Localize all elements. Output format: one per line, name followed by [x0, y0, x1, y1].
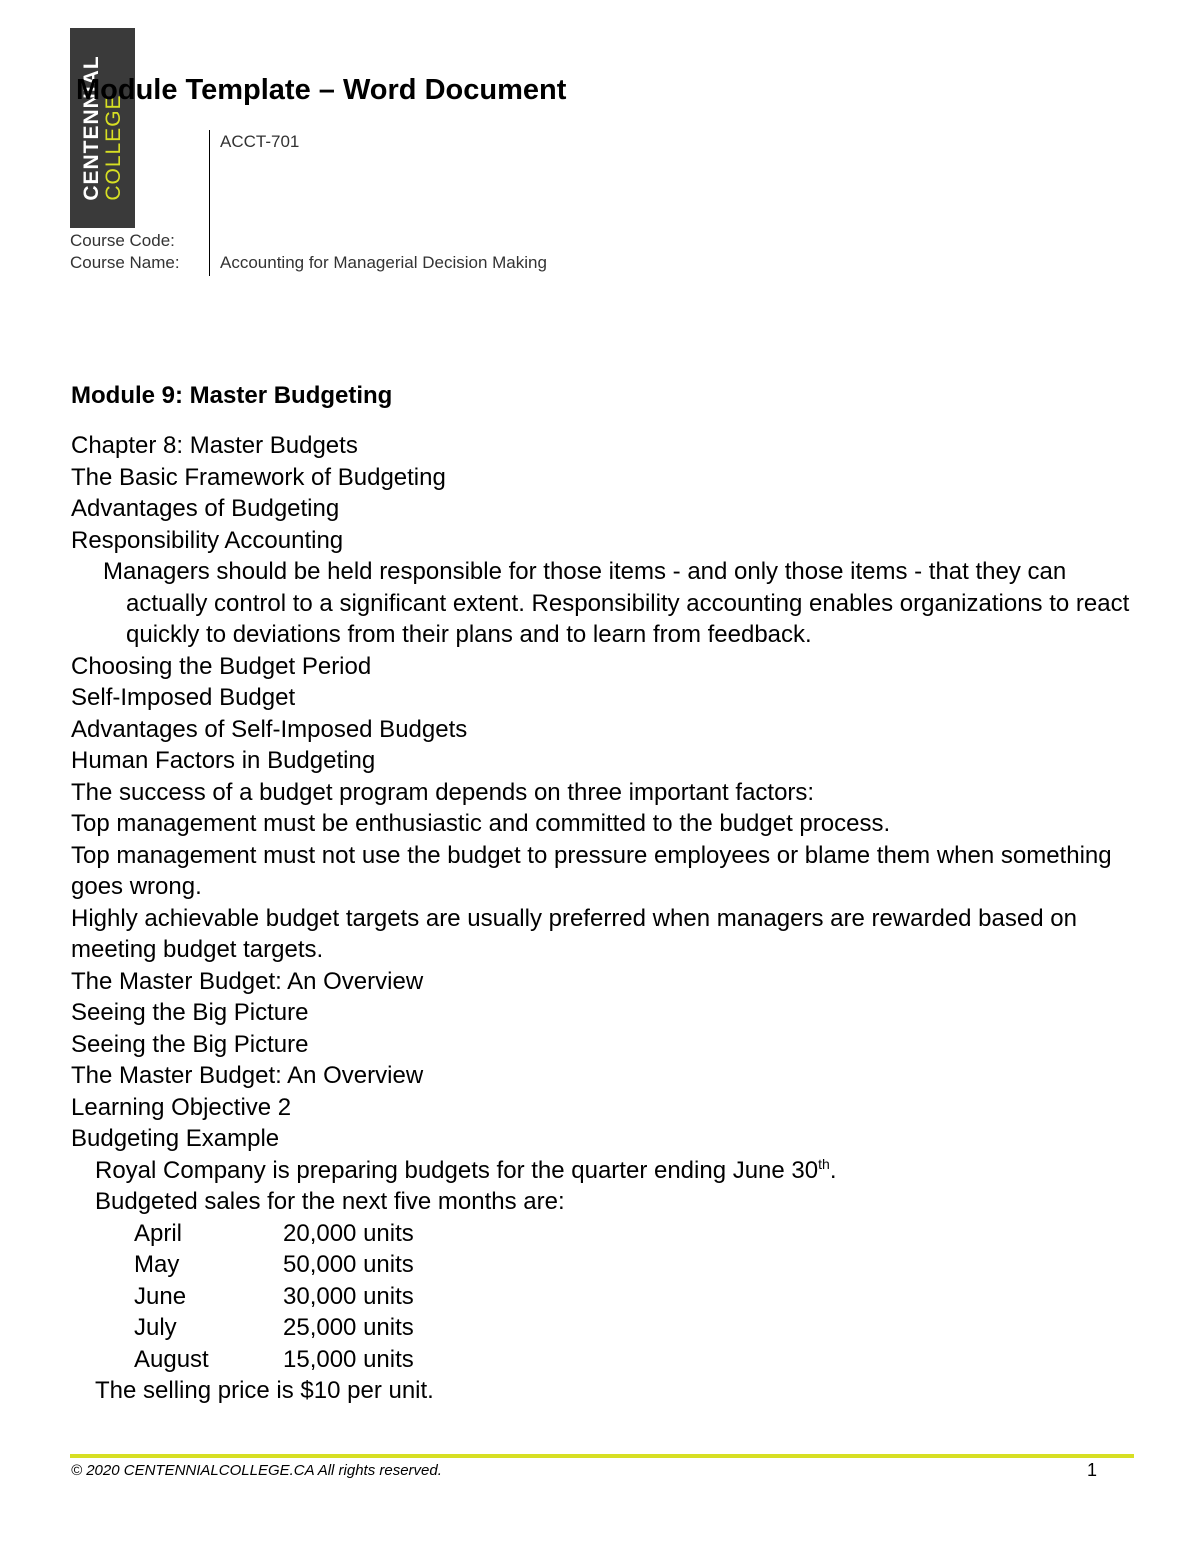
sales-units: 25,000 units — [283, 1314, 414, 1341]
course-code-value: ACCT-701 — [220, 132, 300, 151]
footer-rule — [70, 1454, 1134, 1458]
sales-row — [71, 1344, 1141, 1376]
example-intro-end: . — [829, 1156, 837, 1184]
sales-row — [71, 1249, 1141, 1281]
sales-month: August — [134, 1345, 209, 1373]
course-name-label: Course Name: — [70, 253, 180, 272]
sales-month: July — [134, 1314, 177, 1341]
module-title: Module 9: Master Budgeting — [71, 382, 393, 409]
content-line: The Master Budget: An Overview — [71, 967, 424, 995]
course-code-label: Course Code: — [70, 231, 175, 250]
example-intro-sup: th — [818, 1155, 830, 1172]
example-intro — [71, 1155, 1141, 1187]
sales-row — [71, 1281, 1141, 1313]
sales-month: June — [134, 1282, 187, 1310]
content-line: Budgeting Example — [71, 1125, 280, 1152]
content-line: The Basic Framework of Budgeting — [71, 463, 446, 491]
module-content — [71, 430, 1141, 1407]
content-line: Chapter 8: Master Budgets — [71, 432, 358, 459]
price-line: The selling price is $10 per unit. — [95, 1377, 434, 1404]
content-line: Advantages of Budgeting — [71, 495, 340, 522]
sales-units: 20,000 units — [283, 1219, 414, 1247]
footer-copyright: © 2020 CENTENNIALCOLLEGE.CA All rights reserved. — [71, 1462, 442, 1479]
content-line: Choosing the Budget Period — [71, 652, 372, 680]
sales-units: 15,000 units — [283, 1345, 414, 1373]
content-line: Learning Objective 2 — [71, 1093, 292, 1121]
sales-row — [71, 1218, 1141, 1250]
example-intro-text: Royal Company is preparing budgets for the quarter ending June 30 — [95, 1156, 819, 1184]
content-line: Responsibility Accounting — [71, 526, 344, 554]
content-line: The success of a budget program depends on three important factors: — [71, 778, 815, 806]
content-line: Top management must be enthusiastic and committed to the budget process. — [71, 810, 891, 837]
sales-month: May — [134, 1251, 180, 1278]
page-number: 1 — [1087, 1460, 1098, 1480]
document-title: Module Template – Word Document — [76, 74, 567, 106]
sales-units: 50,000 units — [283, 1251, 414, 1278]
logo-text-centennial: CENTENNIAL — [79, 55, 103, 201]
content-line: The Master Budget: An Overview — [71, 1062, 424, 1089]
course-name-value: Accounting for Managerial Decision Making — [220, 253, 547, 272]
content-line: Self-Imposed Budget — [71, 684, 296, 711]
content-line: Highly achievable budget targets are usually preferred when managers are rewarded based on meeting budget targets. — [71, 904, 1077, 963]
sales-month: April — [134, 1219, 183, 1247]
header-divider — [209, 130, 210, 276]
responsibility-paragraph: Managers should be held responsible for those items - and only those items - that they can actually control to a significant extent. Responsibility accounting enables organizations to react quickly to deviations from their plans and to learn from feedback. — [103, 558, 1130, 648]
content-line: Seeing the Big Picture — [71, 999, 309, 1026]
content-line: Advantages of Self-Imposed Budgets — [71, 715, 468, 743]
content-line: Seeing the Big Picture — [71, 1030, 309, 1058]
content-line: Top management must not use the budget to pressure employees or blame them when something goes wrong. — [71, 841, 1112, 900]
centennial-college-logo — [70, 28, 135, 228]
sales-row — [71, 1312, 1141, 1344]
logo-text-college: COLLEGE — [101, 94, 125, 201]
content-line: Human Factors in Budgeting — [71, 747, 376, 774]
sales-intro: Budgeted sales for the next five months are: — [95, 1188, 565, 1215]
sales-units: 30,000 units — [283, 1282, 414, 1310]
